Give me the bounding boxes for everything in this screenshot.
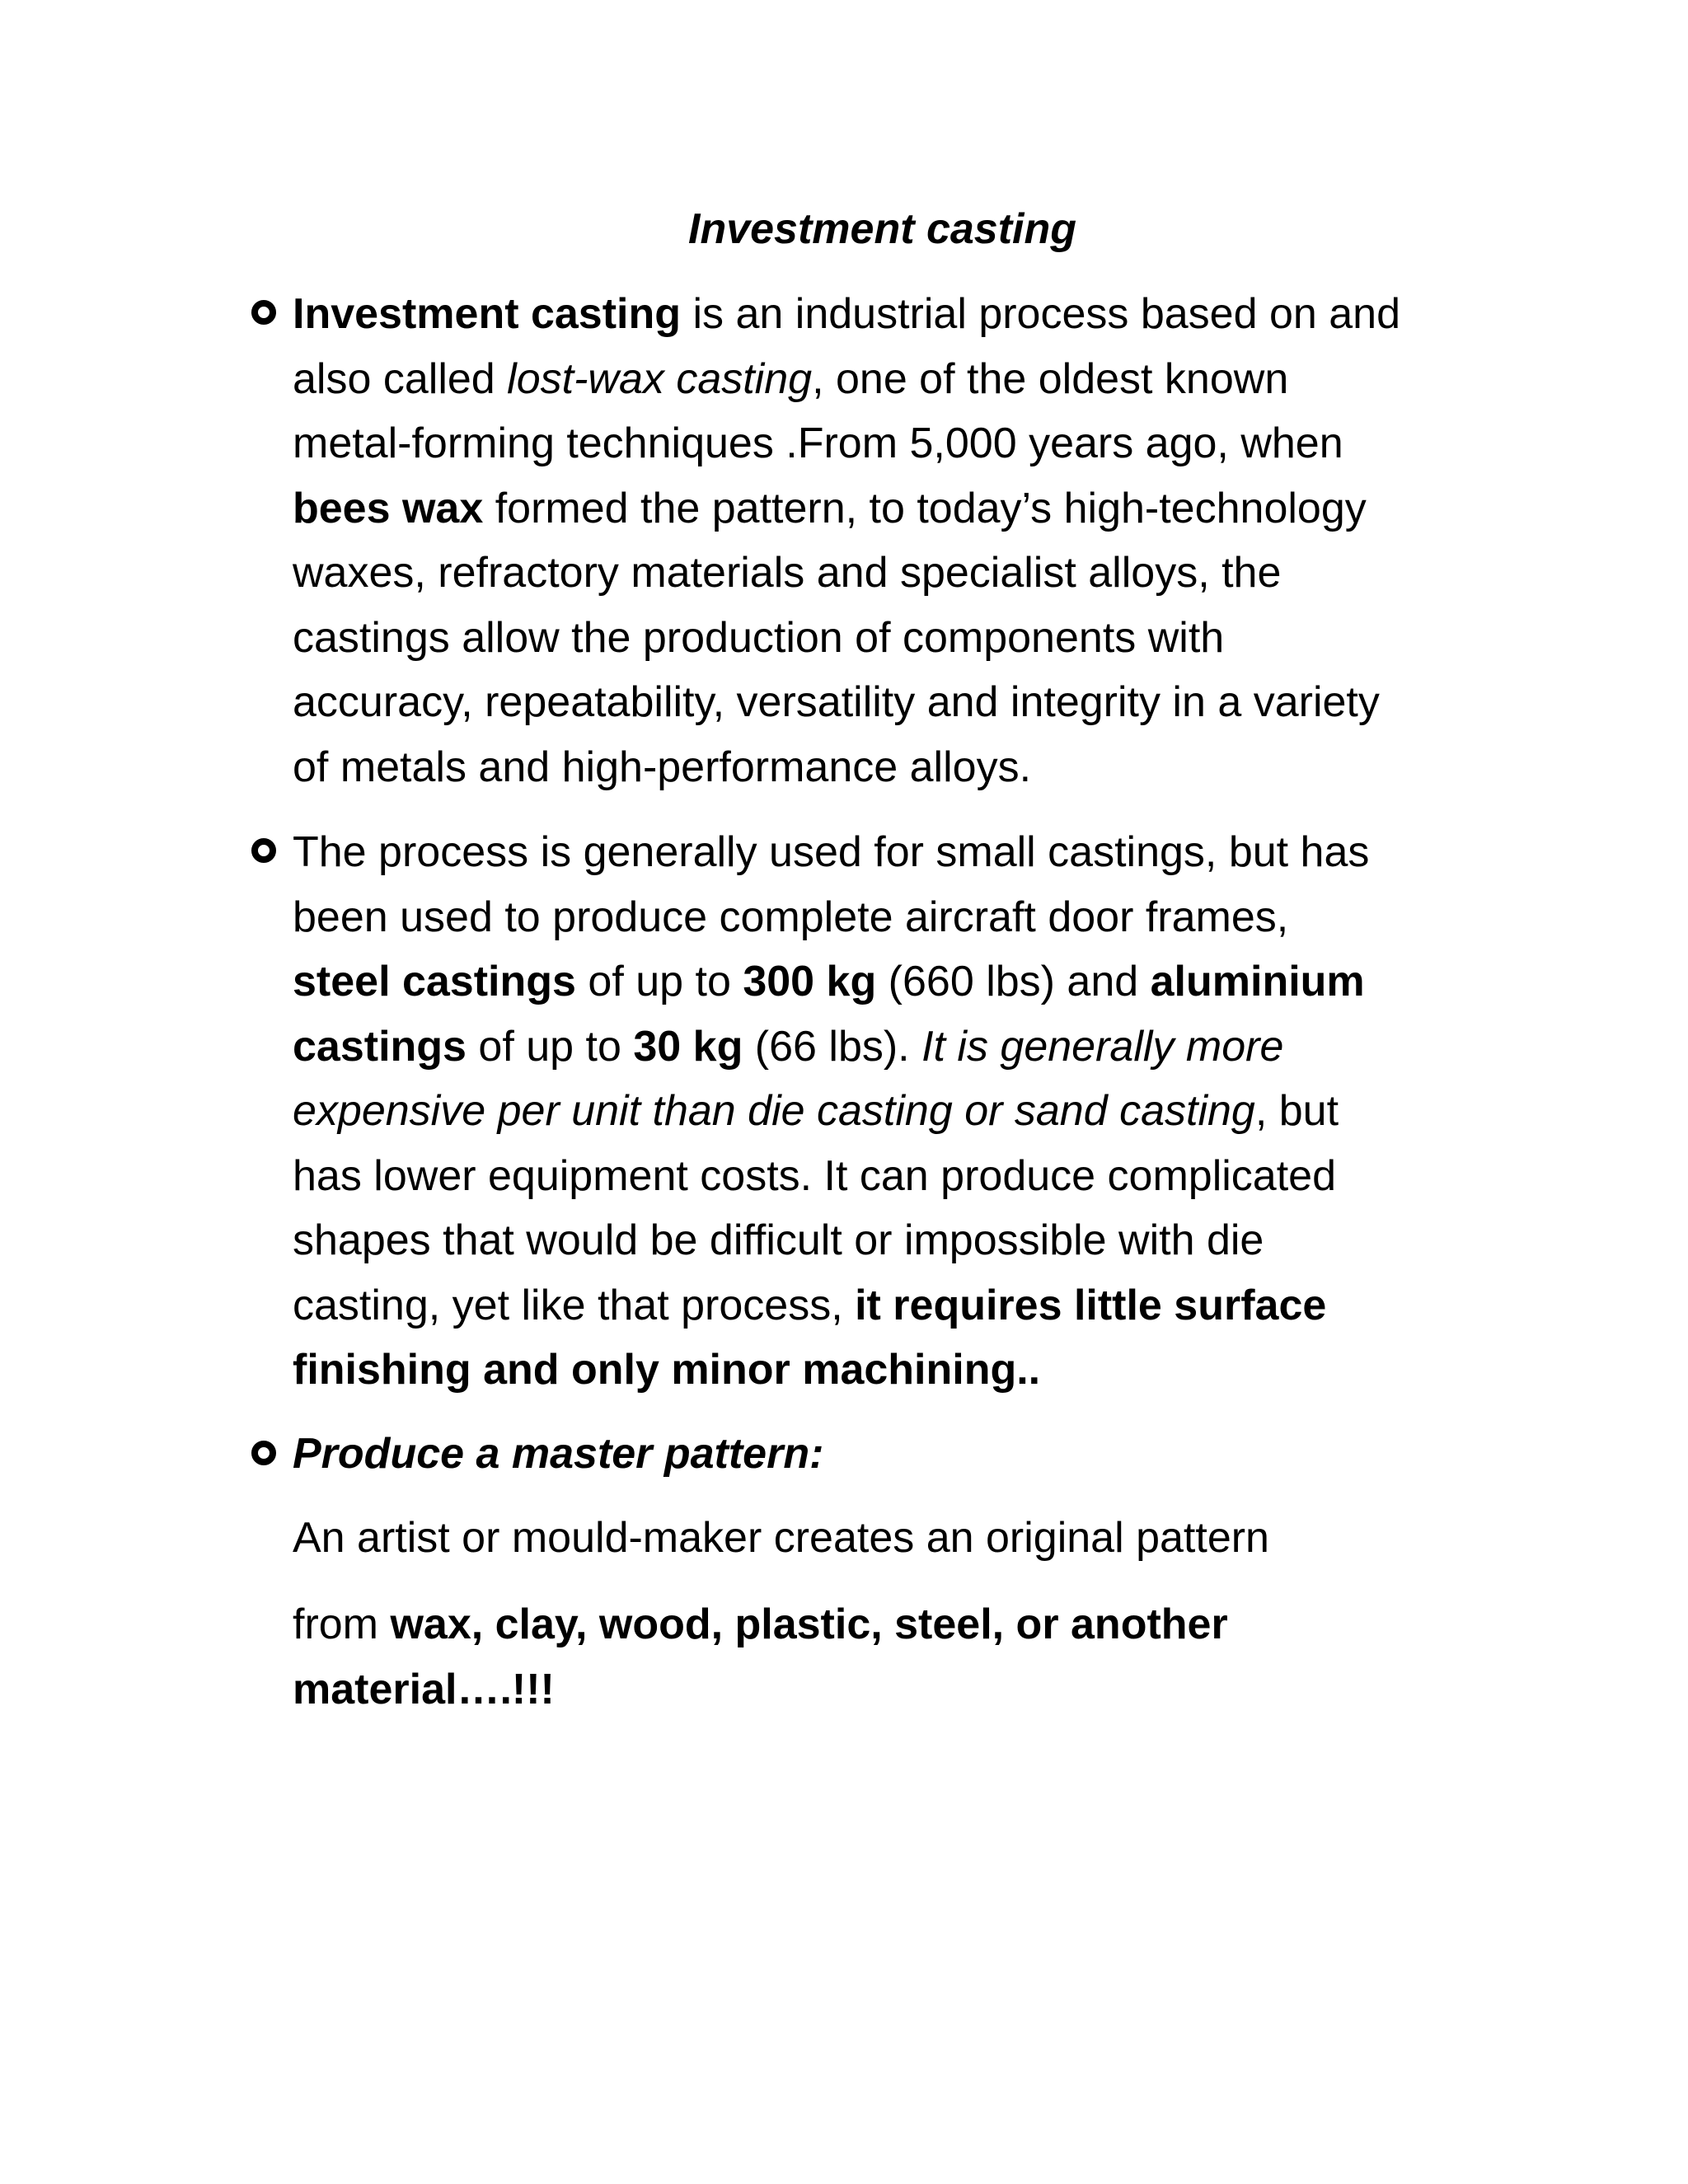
text-line <box>293 282 1496 347</box>
text-run: castings allow the production of components with <box>293 613 1225 662</box>
text-run: of up to <box>575 958 743 1005</box>
italic-term: It is generally more <box>921 1022 1284 1071</box>
bold-term: bees wax <box>293 484 484 532</box>
text-run: The process is generally used for small castings, but has <box>293 828 1370 876</box>
text-run: also called <box>293 354 508 403</box>
paragraph-master-pattern-2 <box>293 1592 1496 1722</box>
bold-term: steel castings <box>293 958 576 1005</box>
text-run: of metals and high-performance alloys. <box>293 743 1032 791</box>
bullet-circle-icon <box>251 1441 276 1465</box>
text-line <box>293 820 1496 885</box>
text-run: (660 lbs) and <box>876 958 1151 1005</box>
text-line <box>293 411 1496 476</box>
text-line <box>293 1592 1496 1657</box>
bold-term: 300 kg <box>743 958 877 1005</box>
document-title: Investment casting <box>688 205 1077 253</box>
text-run: from <box>293 1601 391 1648</box>
bold-term: 30 kg <box>633 1022 743 1071</box>
bullet-paragraph-usage <box>293 820 1496 1403</box>
bullet-circle-icon <box>251 300 276 325</box>
bold-term: Investment casting <box>293 290 682 338</box>
text-run: , but <box>1254 1087 1339 1135</box>
italic-term: lost-wax casting <box>507 354 813 403</box>
text-line <box>293 476 1496 541</box>
text-line <box>293 1338 1496 1403</box>
text-line <box>293 1208 1496 1273</box>
text-run: formed the pattern, to today’s high-technology <box>483 484 1367 532</box>
paragraph-master-pattern-1 <box>293 1506 1496 1571</box>
text-run: metal-forming techniques .From 5,000 years ago, when <box>293 419 1343 467</box>
text-line <box>293 1506 1496 1571</box>
text-line <box>293 1144 1496 1209</box>
text-run: , one of the oldest known <box>812 354 1289 403</box>
bold-term: material….!!! <box>293 1665 555 1713</box>
text-run: been used to produce complete aircraft door frames, <box>293 893 1289 941</box>
section-heading: Produce a master pattern: <box>293 1430 824 1478</box>
bold-term: it requires little surface <box>855 1281 1327 1329</box>
bold-term: wax, clay, wood, plastic, steel, or another <box>390 1601 1228 1648</box>
bold-term: aluminium <box>1150 958 1365 1005</box>
italic-term: expensive per unit than die casting or sand casting <box>293 1087 1255 1135</box>
text-line <box>293 670 1496 735</box>
bold-term: finishing and only minor machining.. <box>293 1346 1041 1394</box>
text-line <box>293 347 1496 412</box>
text-run: is an industrial process based on and <box>681 290 1401 338</box>
text-run: of up to <box>466 1022 634 1071</box>
text-run: waxes, refractory materials and specialist alloys, the <box>293 549 1282 597</box>
text-line <box>293 1273 1496 1338</box>
text-run: casting, yet like that process, <box>293 1281 856 1329</box>
bold-term: castings <box>293 1022 467 1071</box>
text-line <box>293 1079 1496 1144</box>
text-line <box>293 1657 1496 1722</box>
text-line <box>293 1015 1496 1080</box>
text-line <box>293 885 1496 950</box>
bullet-circle-icon <box>251 838 276 863</box>
text-line <box>293 606 1496 671</box>
text-run: shapes that would be difficult or impossible with die <box>293 1216 1264 1264</box>
text-line <box>293 949 1496 1015</box>
text-line <box>293 541 1496 606</box>
text-run: (66 lbs). <box>743 1022 922 1071</box>
bullet-paragraph-definition <box>293 282 1496 799</box>
text-run: accuracy, repeatability, versatility and integrity in a variety <box>293 678 1380 726</box>
text-run: has lower equipment costs. It can produce complicated <box>293 1151 1337 1200</box>
text-line <box>293 735 1496 800</box>
bullet-heading-master-pattern <box>293 1422 1496 1487</box>
text-run: An artist or mould-maker creates an original pattern <box>293 1514 1269 1562</box>
